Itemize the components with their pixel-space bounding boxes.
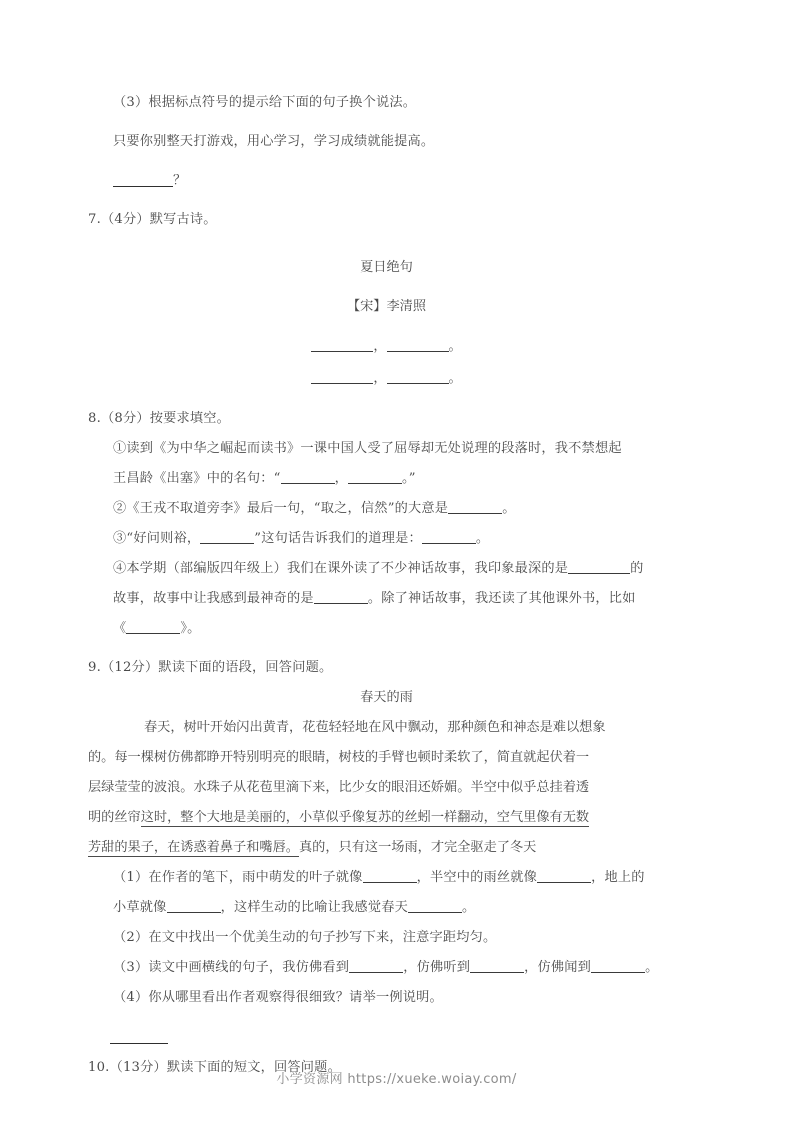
item-text: ，半空中的雨丝就像 [416,870,538,885]
question-9-sub-1-line-1 [113,863,685,893]
item-text: 的 [630,561,644,576]
passage-line-2: 的。每一棵树仿佛都睁开特别明亮的眼睛，树枝的手臂也顿时柔软了，简直就起伏着一 [88,750,590,765]
spacer [88,644,685,653]
item-text: 《 [113,621,127,636]
passage-line-4 [88,803,685,833]
passage-text: 真的，只有这一场雨，才完全驱走了冬天 [299,840,537,855]
fill-blank[interactable] [537,869,591,883]
poem-blank[interactable] [387,338,449,352]
fill-blank[interactable] [200,530,254,544]
question-8-item-4-line-1 [113,554,685,584]
item-text: （3）读文中画横线的句子，我仿佛看到 [113,960,350,975]
question-8-heading: 8.（8分）按要求填空。 [88,411,231,426]
question-9-sub-2: （2）在文中找出一个优美生动的句子抄写下来，注意字距均匀。 [113,930,497,945]
question-8-item-1-line-2 [113,464,685,494]
poem-blank[interactable] [311,338,373,352]
item-text: 王昌龄《出塞》中的名句：“ [113,471,281,486]
item-text: 。 [462,900,476,915]
fill-blank[interactable] [591,959,645,973]
spacer [88,322,685,331]
poem-separator: ， [373,371,387,386]
item-text: 。” [401,471,416,486]
answer-blank[interactable] [113,172,173,187]
fill-blank[interactable] [348,470,402,484]
fill-blank[interactable] [126,620,180,634]
poem-terminator: 。 [448,339,462,354]
question-9-sub-4: （4）你从哪里看出作者观察得很细致？请举一例说明。 [113,990,443,1005]
fill-blank[interactable] [408,899,462,913]
item-text: 。 [475,531,490,546]
fill-blank[interactable] [349,959,403,973]
spacer [88,1044,685,1053]
item-text: ，仿佛闻到 [524,960,592,975]
question-10-heading: 10.（13分）默读下面的短文，回答问题。 [88,1060,341,1075]
spacer [88,118,685,127]
question-9-sub-1-line-2 [113,893,685,923]
spacer [88,157,685,166]
question-9-heading: 9.（12分）默读下面的语段，回答问题。 [88,660,333,675]
fill-blank[interactable] [167,899,221,913]
passage-title: 春天的雨 [360,690,413,705]
passage-line-5 [88,833,685,863]
question-8-item-4-line-3 [113,614,685,644]
site-watermark: 小学资源网 https://xueke.woiay.com/ [276,1072,517,1087]
spacer [88,395,685,404]
item-text: 。 [645,960,659,975]
item-text: ，地上的 [591,870,645,885]
poem-author: 【宋】李清照 [346,299,427,314]
spacer [88,283,685,292]
question-8-item-1-line-1: ①读到《为中华之崛起而读书》一课中国人受了屈辱却无处说理的段落时，我不禁想起 [113,441,622,456]
question-8-item-3 [113,524,685,554]
poem-answer-line-2 [88,363,685,395]
poem-blank[interactable] [311,370,373,384]
item-text: ④本学期（部编版四年级上）我们在课外读了不少神话故事，我印象最深的是 [113,561,569,576]
item-text: ，仿佛听到 [403,960,471,975]
question-8-item-4-line-2 [113,584,685,614]
item-text: （1）在作者的笔下，雨中萌发的叶子就像 [113,870,363,885]
item-text: 小草就像 [113,900,167,915]
spacer [88,1013,685,1043]
spacer [88,196,685,205]
item-text: ”这句话告诉我们的道理是： [254,531,422,546]
question-9-sub-3 [113,953,685,983]
poem-answer-line-1 [88,331,685,363]
carryover-sentence: 只要你别整天打游戏，用心学习，学习成绩就能提高。 [113,134,435,149]
carryover-prompt: （3）根据标点符号的提示给下面的句子换个说法。 [113,95,417,110]
fill-blank[interactable] [363,869,417,883]
item-text: ，这样生动的比喻让我感觉春天 [220,900,408,915]
answer-suffix: ？ [173,173,187,188]
fill-blank[interactable] [422,530,476,544]
poem-separator: ， [373,339,387,354]
item-text: 故事，故事中让我感到最神奇的是 [113,591,314,606]
fill-blank[interactable] [470,959,524,973]
poem-terminator: 。 [448,371,462,386]
spacer [88,235,685,253]
fill-blank[interactable] [281,470,335,484]
fill-blank[interactable] [568,560,630,574]
passage-line-1: 春天，树叶开始闪出黄青，花苞轻轻地在风中飘动，那种颜色和神态是难以想象 [144,720,606,735]
item-text: ③“好问则裕， [113,531,201,546]
passage-line-3: 层绿莹莹的波浪。水珠子从花苞里滴下来，比少女的眼泪还娇媚。半空中似乎总挂着透 [88,780,590,795]
item-text: ②《王戎不取道旁李》最后一句，“取之，信然”的大意是 [113,501,449,516]
passage-underlined-text: 这时，整个大地是美丽的，小草似乎像复苏的丝蚓一样翻动，空气里像有无数 [140,810,590,825]
item-text: ， [334,471,348,486]
item-text: 。 [502,501,516,516]
item-text: 》。 [180,621,201,636]
poem-blank[interactable] [387,370,449,384]
fill-blank[interactable] [314,590,368,604]
carryover-answer-row [113,166,685,196]
poem-title: 夏日绝句 [360,260,413,275]
fill-blank[interactable] [448,500,502,514]
item-text: 。除了神话故事，我还读了其他课外书，比如 [367,591,636,606]
passage-underlined-text: 芳甜的果子，在诱惑着鼻子和嘴唇。 [88,840,299,855]
question-7-heading: 7.（4分）默写古诗。 [88,212,217,227]
question-8-item-2 [113,494,685,524]
passage-text: 明的丝帘 [88,810,141,825]
